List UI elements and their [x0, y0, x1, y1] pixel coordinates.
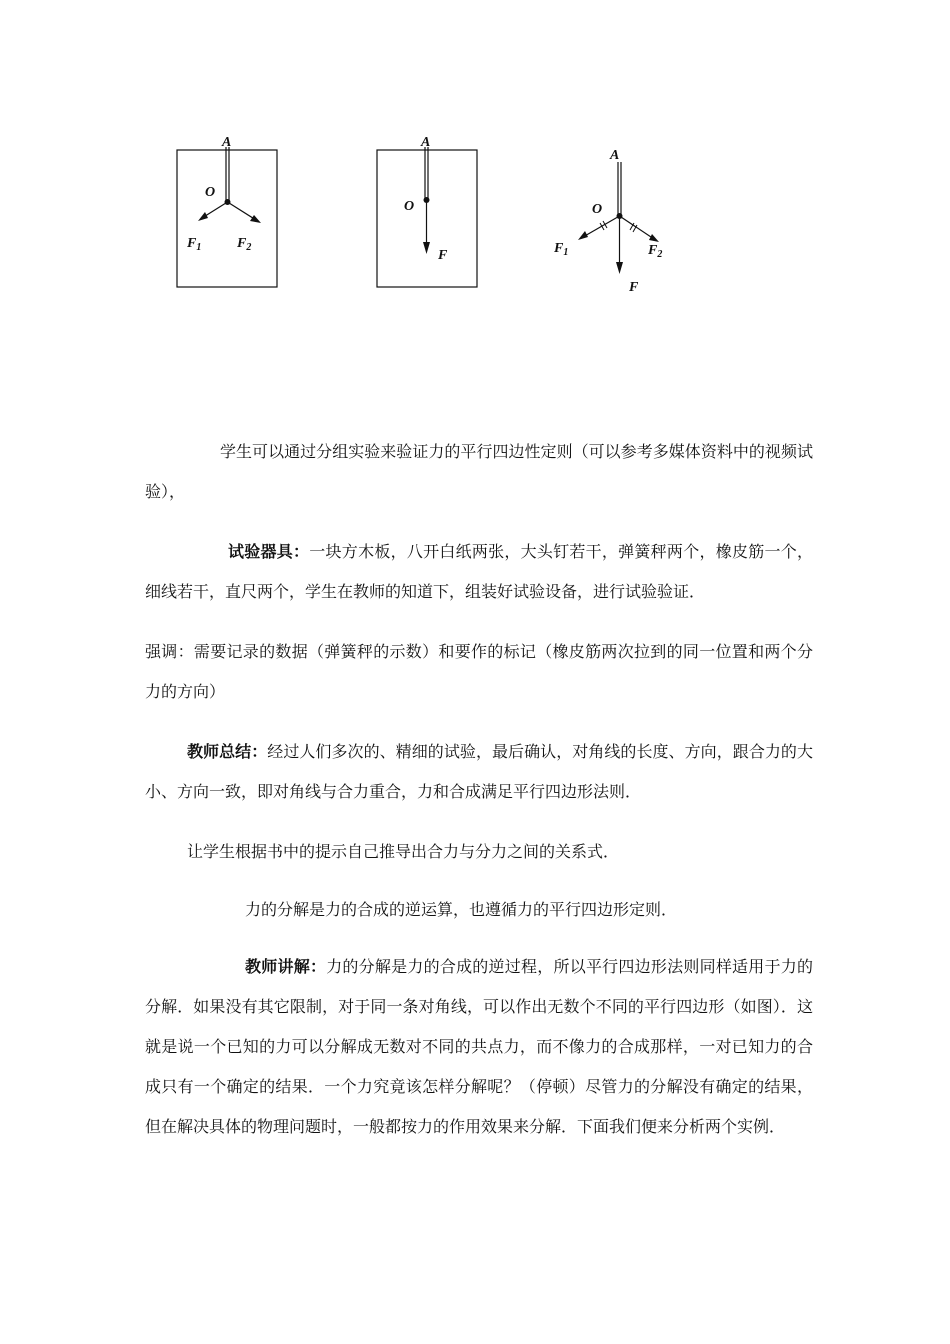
paragraph-decomposition-rule: 力的分解是力的合成的逆运算，也遵循力的平行四边形定则．	[245, 900, 678, 919]
board-frame	[177, 150, 277, 287]
force-f2-arrowhead	[250, 215, 261, 223]
label-f2: $F_2$	[237, 236, 252, 253]
force-f1-arrowhead	[578, 231, 588, 240]
label-o: O	[205, 185, 216, 200]
label-f2: $F_2$	[648, 243, 663, 260]
summary-label: 教师总结：	[187, 742, 268, 761]
force-f-arrowhead	[423, 242, 430, 254]
force-f-arrowhead	[616, 262, 623, 274]
label-o: O	[592, 202, 603, 217]
label-f: F	[629, 280, 639, 295]
label-a: A	[222, 135, 232, 150]
paragraph-group-experiment: 学生可以通过分组实验来验证力的平行四边性定则（可以参考多媒体资料中的视频试验），	[145, 442, 813, 501]
force-f1-arrowhead	[198, 212, 208, 221]
figure-single-force	[370, 130, 490, 295]
force-f2-arrow	[620, 216, 655, 239]
figure-force-decomposition	[545, 140, 675, 300]
force-f2-arrowhead	[649, 234, 659, 242]
explanation-label: 教师讲解：	[245, 957, 327, 976]
paragraph-equipment	[145, 532, 813, 612]
equipment-label: 试验器具：	[228, 542, 310, 561]
summary-text: 经过人们多次的、精细的试验，最后确认，对角线的长度、方向，跟合力的大小、方向一致，即对角线与合力重合，力和合成满足平行四边形法则．	[145, 742, 813, 801]
paragraph-emphasis: 强调：需要记录的数据（弹簧秤的示数）和要作的标记（橡皮筋两次拉到的同一位置和两个分力的方向）	[145, 642, 813, 701]
equipment-text: 一块方木板，八开白纸两张，大头钉若干，弹簧秤两个，橡皮筋一个，细线若干，直尺两个，学生在教师的知道下，组装好试验设备，进行试验验证．	[145, 542, 813, 601]
label-f1: $F_1$	[554, 241, 569, 258]
paragraph-teacher-summary	[145, 732, 813, 812]
force-f2-arrow	[228, 202, 257, 220]
figure-two-forces	[170, 130, 290, 295]
force-f1-arrow	[583, 216, 620, 237]
paragraph-derivation: 让学生根据书中的提示自己推导出合力与分力之间的关系式．	[187, 842, 620, 861]
label-o: O	[404, 199, 415, 214]
paragraph-teacher-explanation	[145, 947, 813, 1147]
label-a: A	[421, 135, 431, 150]
label-f1: $F_1$	[187, 236, 202, 253]
label-f: F	[438, 248, 448, 263]
label-a: A	[610, 148, 620, 163]
explanation-text: 力的分解是力的合成的逆过程，所以平行四边形法则同样适用于力的分解．如果没有其它限制，对于同一条对角线，可以作出无数个不同的平行四边形（如图）．这就是说一个已知的力可以分解成无数对不同的共点力，而不像力的合成那样，一对已知力的合成只有一个确定的结果．一个力究竟该怎样分解呢？（停顿）尽管力的分解没有确定的结果，但在解决具体的物理问题时，一般都按力的作用效果来分解．下面我们便来分析两个实例．	[145, 957, 813, 1136]
